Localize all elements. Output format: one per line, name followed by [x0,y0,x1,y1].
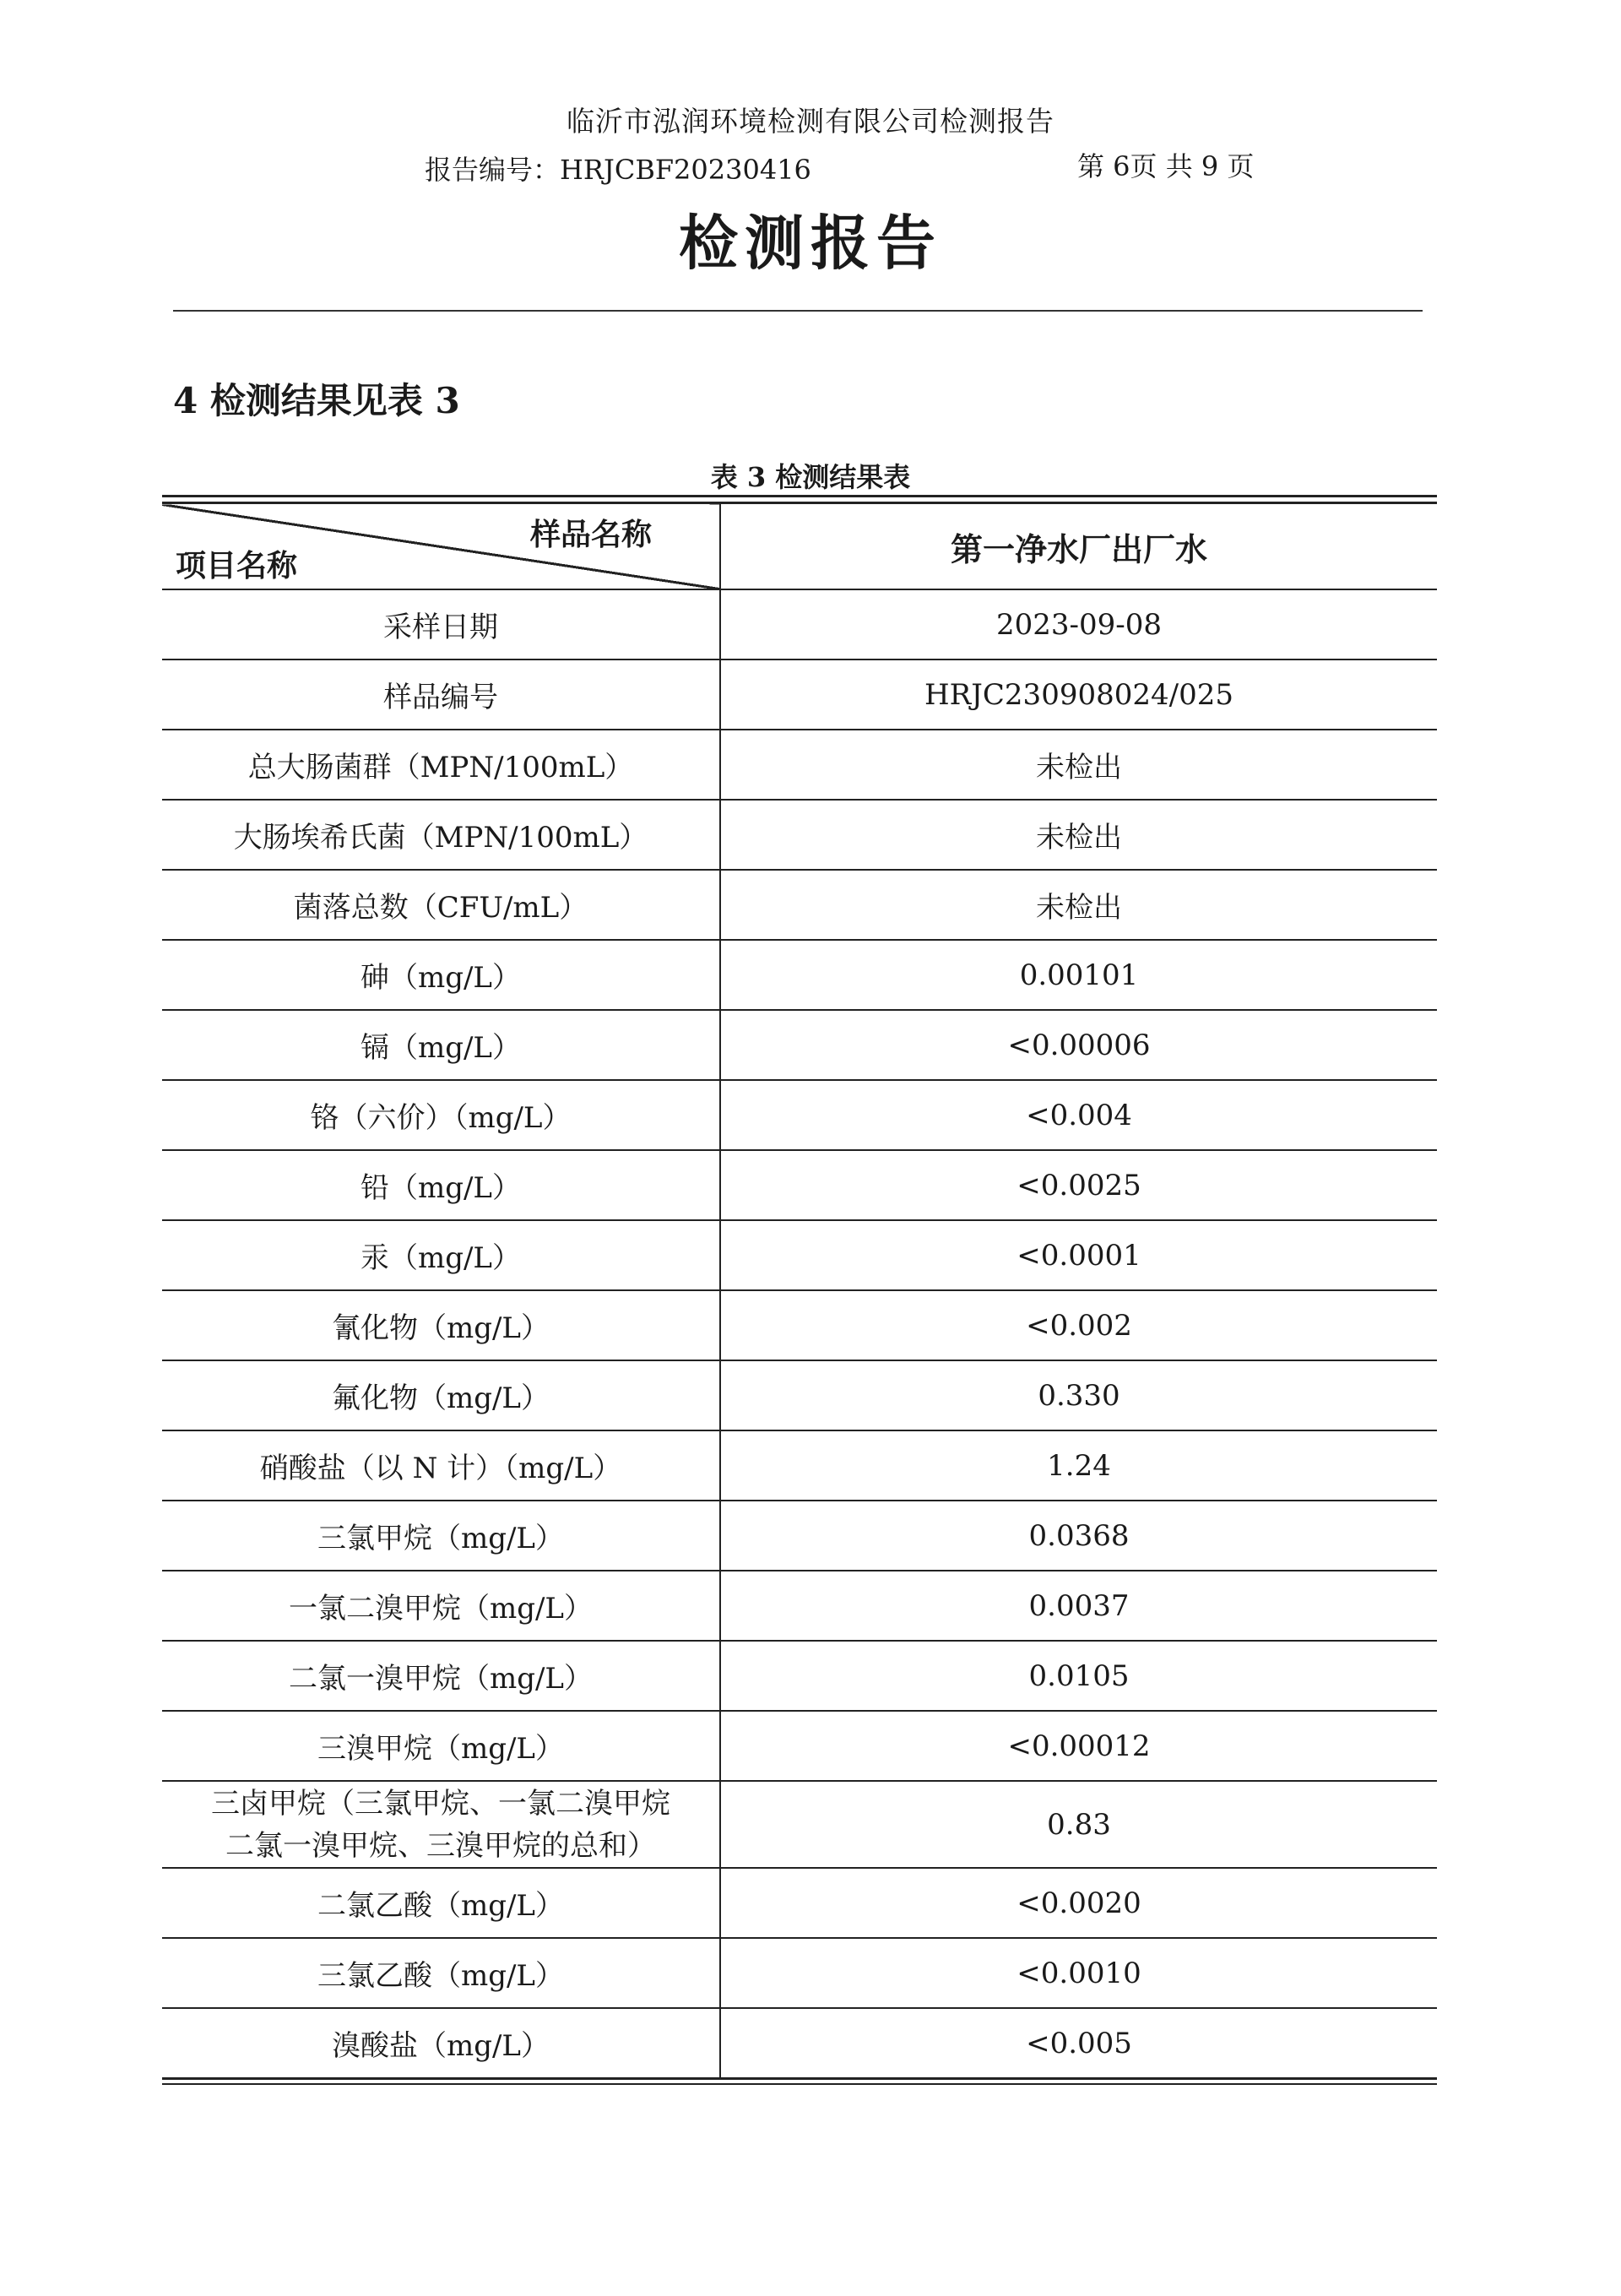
item-name-line-1: 三卤甲烷（三氯甲烷、一氯二溴甲烷 [211,1786,670,1821]
section-title: 4 检测结果见表 3 [173,380,460,421]
table-row [162,2008,1437,2079]
item-name-multiline [162,1781,720,1868]
diagonal-header-cell [162,503,720,590]
item-value: <0.005 [720,2008,1437,2079]
item-name: 三溴甲烷（mg/L） [162,1711,720,1781]
report-number: 报告编号：HRJCBF20230416 [425,154,811,186]
item-value: 未检出 [720,730,1437,800]
table-row [162,659,1437,730]
report-title: 检测报告 [679,209,942,278]
table-row [162,800,1437,870]
item-value: 0.00101 [720,940,1437,1010]
table-row [162,1430,1437,1501]
item-name: 一氯二溴甲烷（mg/L） [162,1571,720,1641]
item-name: 二氯乙酸（mg/L） [162,1868,720,1938]
item-name: 氟化物（mg/L） [162,1360,720,1430]
item-name: 硝酸盐（以 N 计）（mg/L） [162,1430,720,1501]
company-header: 临沂市泓润环境检测有限公司检测报告 [567,105,1054,138]
table-row [162,1150,1437,1220]
table-row [162,1781,1437,1868]
item-value: <0.0010 [720,1938,1437,2008]
item-value: 0.83 [720,1781,1437,1868]
table-row [162,589,1437,659]
results-table-wrapper [162,495,1437,2085]
item-value: 未检出 [720,800,1437,870]
item-name: 铅（mg/L） [162,1150,720,1220]
item-name: 采样日期 [162,589,720,659]
item-value: <0.0025 [720,1150,1437,1220]
table-bottom-rule [162,2083,1437,2085]
item-name: 溴酸盐（mg/L） [162,2008,720,2079]
item-name: 汞（mg/L） [162,1220,720,1290]
item-name: 总大肠菌群（MPN/100mL） [162,730,720,800]
table-row [162,730,1437,800]
page-number: 第 6页 共 9 页 [1077,150,1255,182]
table-row [162,1641,1437,1711]
table-row [162,870,1437,940]
table-row [162,1711,1437,1781]
item-value: <0.00012 [720,1711,1437,1781]
item-value: 0.0368 [720,1501,1437,1571]
item-value: <0.004 [720,1080,1437,1150]
table-row [162,1501,1437,1571]
results-table [162,502,1437,2080]
table-row [162,1571,1437,1641]
item-name: 三氯甲烷（mg/L） [162,1501,720,1571]
item-name: 三氯乙酸（mg/L） [162,1938,720,2008]
item-value: <0.002 [720,1290,1437,1360]
item-name-line-2: 二氯一溴甲烷、三溴甲烷的总和） [225,1828,656,1863]
table-header-row [162,503,1437,590]
item-value: HRJC230908024/025 [720,659,1437,730]
item-value: 0.0037 [720,1571,1437,1641]
item-value: 0.0105 [720,1641,1437,1711]
item-value: 0.330 [720,1360,1437,1430]
table-row [162,1938,1437,2008]
item-name: 砷（mg/L） [162,940,720,1010]
item-name: 氰化物（mg/L） [162,1290,720,1360]
table-row [162,940,1437,1010]
header-item-label: 项目名称 [176,549,298,583]
item-value: <0.0020 [720,1868,1437,1938]
table-row [162,1080,1437,1150]
item-value: 未检出 [720,870,1437,940]
item-name: 大肠埃希氏菌（MPN/100mL） [162,800,720,870]
item-name: 菌落总数（CFU/mL） [162,870,720,940]
item-name: 二氯一溴甲烷（mg/L） [162,1641,720,1711]
table-row [162,1868,1437,1938]
table-row [162,1360,1437,1430]
item-name: 铬（六价）（mg/L） [162,1080,720,1150]
header-sample-label: 样品名称 [529,518,652,552]
table-caption: 表 3 检测结果表 [710,461,911,493]
header-sample-name: 第一净水厂出厂水 [720,503,1437,590]
item-name: 镉（mg/L） [162,1010,720,1080]
item-name: 样品编号 [162,659,720,730]
table-row [162,1010,1437,1080]
table-row [162,1220,1437,1290]
item-value: <0.0001 [720,1220,1437,1290]
item-value: 1.24 [720,1430,1437,1501]
table-row [162,1290,1437,1360]
item-value: <0.00006 [720,1010,1437,1080]
header-divider [173,310,1423,312]
item-value: 2023-09-08 [720,589,1437,659]
